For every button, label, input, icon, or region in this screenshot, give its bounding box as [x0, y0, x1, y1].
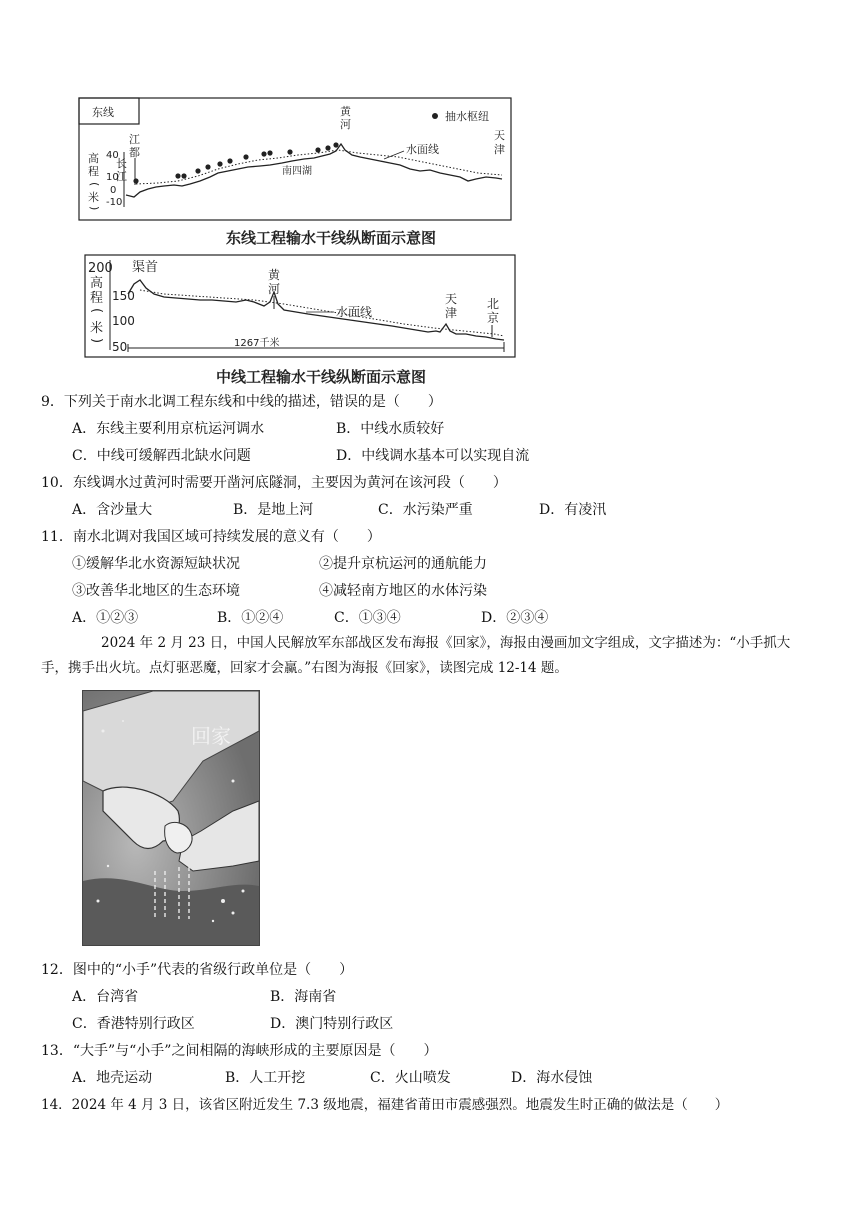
y-axis-label-3: (	[88, 182, 101, 187]
legend-pump-station: 抽水枢纽	[445, 110, 489, 123]
east-figure-caption: 东线工程输水干线纵断面示意图	[226, 229, 437, 247]
q13-stem: 13．“大手”与“小手”之间相隔的海峡形成的主要原因是（ ）	[41, 1043, 438, 1059]
q11-statement-2: ②提升京杭运河的通航能力	[319, 556, 487, 572]
q13-option-d[interactable]: D．海水侵蚀	[511, 1070, 593, 1086]
label-huanghe-2: 河	[340, 118, 351, 131]
q9-option-b[interactable]: B．中线水质较好	[336, 421, 445, 437]
y-axis-label-1: 高	[88, 152, 99, 165]
label-nansihu: 南四湖	[282, 166, 312, 177]
y-tick-200: 200	[88, 261, 113, 276]
intro-paragraph: 2024 年 2 月 23 日，中国人民解放军东部战区发布海报《回家》，海报由漫画加文字组成，文字描述为：“小手抓大手，携手出火坑。点灯驱恶魔，回家才会赢。”右图为海报《回家》，读图完成 12-14 题。	[41, 635, 791, 676]
y-tick-minus10: -10	[106, 197, 123, 208]
label-distance: 1267千米	[234, 338, 280, 349]
middle-figure-caption: 中线工程输水干线纵断面示意图	[216, 368, 427, 386]
q12-option-c[interactable]: C．香港特别行政区	[72, 1016, 195, 1032]
q11-statement-3: ③改善华北地区的生态环境	[72, 583, 240, 599]
y-tick-10: 10	[106, 172, 119, 183]
y-axis-label-4: 米	[88, 191, 99, 204]
q10-option-a[interactable]: A．含沙量大	[72, 502, 153, 518]
m-y-axis-label-5: )	[89, 338, 104, 344]
y-tick-150: 150	[112, 289, 135, 303]
poster-huijia	[82, 690, 260, 946]
poster-illustration	[83, 691, 259, 945]
m-y-axis-label-4: 米	[90, 321, 104, 336]
label-jiangdu-1: 江	[129, 133, 140, 146]
east-line-figure	[78, 97, 512, 221]
q9-option-c[interactable]: C．中线可缓解西北缺水问题	[72, 448, 251, 464]
m-label-huanghe-1: 黄	[268, 268, 281, 282]
m-y-axis-label-3: (	[89, 308, 104, 314]
label-huanghe-1: 黄	[340, 105, 351, 118]
q10-option-b[interactable]: B．是地上河	[233, 502, 314, 518]
q10-stem: 10．东线调水过黄河时需要开凿河底隧洞，主要因为黄河在该河段（ ）	[41, 475, 507, 491]
east-line-profile-chart	[78, 97, 512, 221]
y-tick-100: 100	[112, 314, 135, 328]
q11-stem: 11．南水北调对我国区域可持续发展的意义有（ ）	[41, 529, 381, 545]
middle-line-figure	[84, 254, 516, 358]
q13-option-c[interactable]: C．火山喷发	[370, 1070, 451, 1086]
q12-option-a[interactable]: A．台湾省	[72, 989, 139, 1005]
y-axis-label-5: )	[88, 206, 101, 211]
q9-stem: 9．下列关于南水北调工程东线和中线的描述，错误的是（ ）	[41, 394, 442, 410]
q9-option-d[interactable]: D．中线调水基本可以实现自流	[336, 448, 530, 464]
pump-station-legend-dot	[432, 113, 438, 119]
q12-option-d[interactable]: D．澳门特别行政区	[270, 1016, 394, 1032]
label-qushou: 渠首	[132, 260, 159, 275]
q11-statement-1: ①缓解华北水资源短缺状况	[72, 556, 240, 572]
q10-option-d[interactable]: D．有凌汛	[539, 502, 607, 518]
q11-option-b[interactable]: B．①②④	[217, 610, 284, 626]
label-changjiang-2: 江	[116, 170, 127, 183]
q9-option-a[interactable]: A．东线主要利用京杭运河调水	[72, 421, 265, 437]
q10-option-c[interactable]: C．水污染严重	[378, 502, 473, 518]
m-label-beijing-1: 北	[487, 297, 500, 311]
label-jiangdu-2: 都	[129, 146, 140, 159]
poster-title: 回家	[191, 724, 231, 748]
label-changjiang-1: 长	[116, 157, 127, 170]
east-box-label: 东线	[92, 106, 114, 119]
m-label-beijing-2: 京	[487, 311, 500, 325]
q11-option-c[interactable]: C．①③④	[334, 610, 401, 626]
q12-option-b[interactable]: B．海南省	[270, 989, 337, 1005]
q11-option-d[interactable]: D．②③④	[481, 610, 549, 626]
y-axis-label-2: 程	[88, 165, 99, 178]
q12-stem: 12．图中的“小手”代表的省级行政单位是（ ）	[41, 962, 354, 978]
m-label-water-line: 水面线	[336, 305, 373, 319]
m-y-axis-label-1: 高	[90, 276, 104, 291]
q11-option-a[interactable]: A．①②③	[72, 610, 139, 626]
m-label-huanghe-2: 河	[268, 282, 281, 296]
y-tick-40: 40	[106, 150, 119, 161]
y-tick-50: 50	[112, 340, 128, 354]
east-ground-profile	[126, 144, 502, 197]
label-tianjin-1: 天	[494, 129, 505, 142]
q11-statement-4: ④减轻南方地区的水体污染	[319, 583, 487, 599]
q14-stem: 14．2024 年 4 月 3 日，该省区附近发生 7.3 级地震，福建省莆田市震感强烈。地震发生时正确的做法是（ ）	[41, 1097, 729, 1113]
m-label-tianjin-1: 天	[445, 292, 458, 306]
east-water-line	[136, 150, 502, 184]
q13-option-a[interactable]: A．地壳运动	[72, 1070, 153, 1086]
east-pump-stations	[133, 142, 338, 183]
m-y-axis-label-2: 程	[90, 291, 104, 306]
m-label-tianjin-2: 津	[445, 306, 458, 320]
label-water-line: 水面线	[406, 143, 439, 156]
label-tianjin-2: 津	[494, 143, 505, 156]
y-tick-0: 0	[110, 185, 117, 196]
q13-option-b[interactable]: B．人工开挖	[225, 1070, 306, 1086]
middle-line-profile-chart	[84, 254, 516, 358]
